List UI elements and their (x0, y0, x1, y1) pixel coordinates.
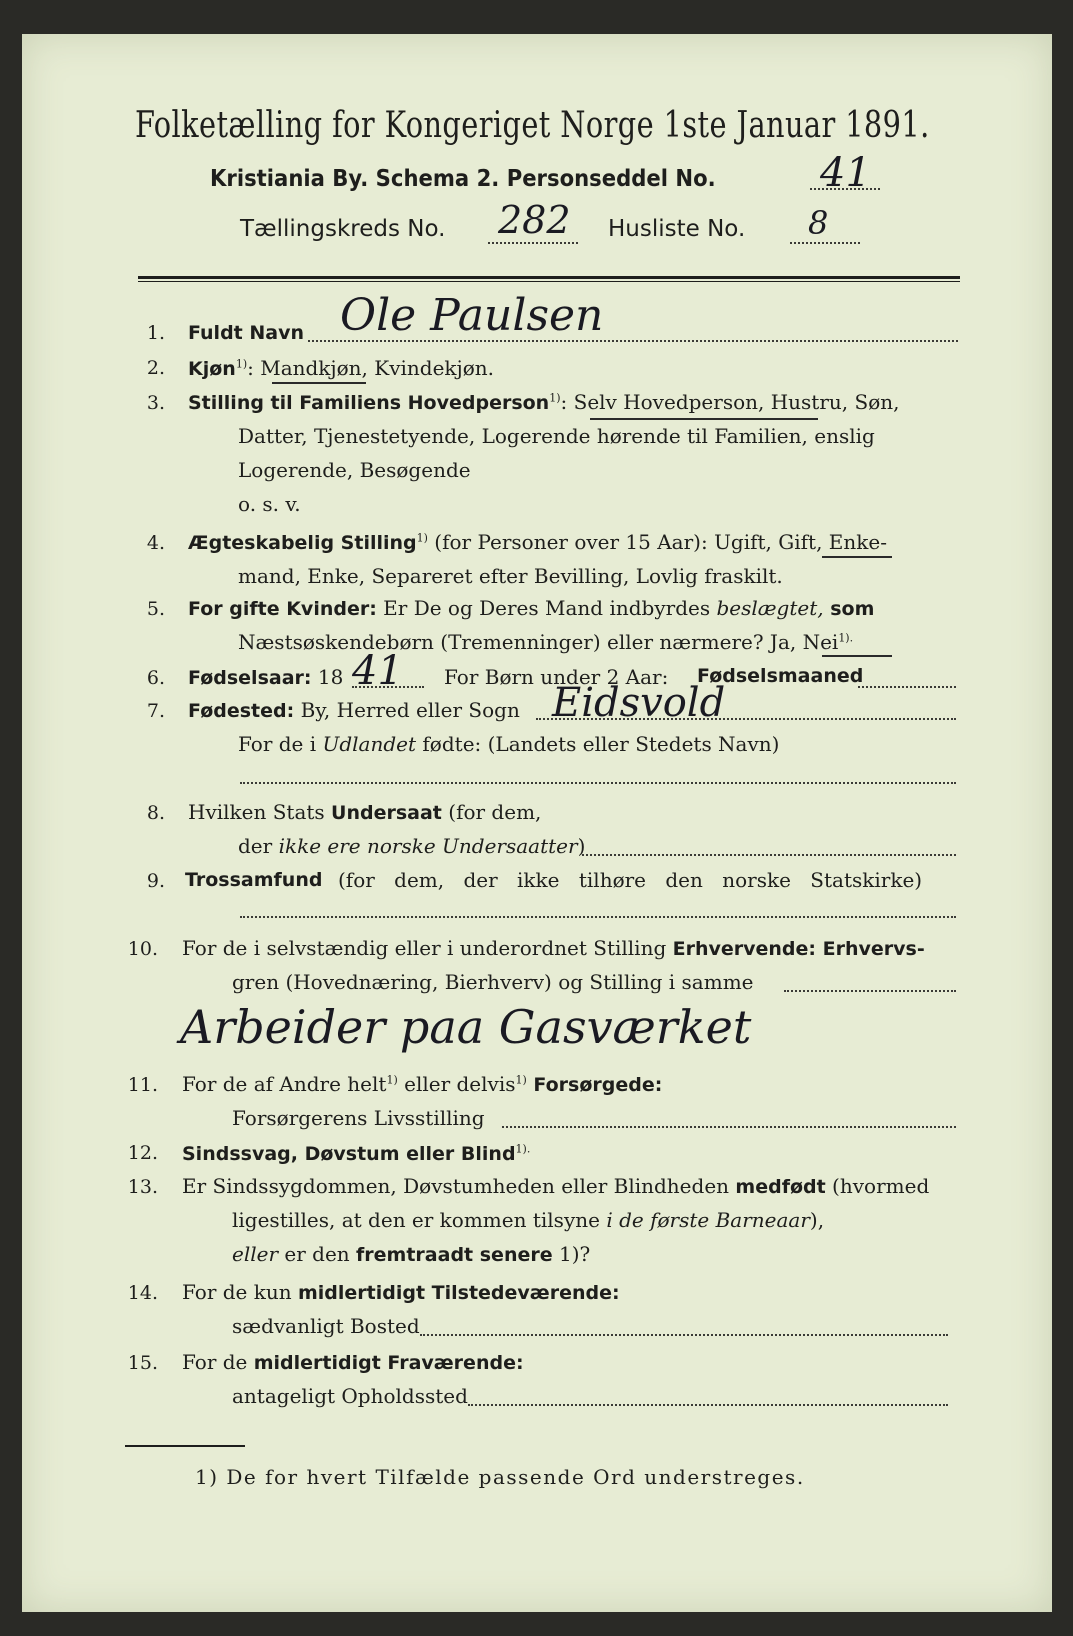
q7-line2-a: For de i (238, 732, 323, 756)
q13-line1-a: Er Sindssygdommen, Døvstumheden eller Blindheden (182, 1174, 736, 1198)
q14-line1-b: midlertidigt Tilstedeværende: (297, 1282, 620, 1304)
q5-text-b: beslægtet, (716, 596, 824, 620)
q1-number: 1. (146, 322, 165, 344)
q11-sup2: 1) (515, 1073, 527, 1087)
q15-number: 15. (127, 1352, 158, 1374)
q4-underline-gift (822, 556, 892, 558)
q10-answer: Arbeider paa Gasværket (180, 1000, 752, 1054)
q15-line1-a: For de (182, 1350, 254, 1374)
q8-number: 8. (146, 802, 165, 824)
q10-line1-b: Erhvervende: (672, 938, 817, 960)
q13-line1 (182, 1174, 929, 1198)
q15-line2: antageligt Opholdssted (232, 1384, 468, 1408)
q6-prefix: 18 (311, 665, 344, 689)
q3-sup: 1) (549, 391, 561, 405)
q4-line1 (188, 530, 887, 554)
q8-line1-a: Hvilken Stats (188, 800, 332, 824)
schema-line: Kristiania By. Schema 2. Personseddel No. (210, 166, 716, 192)
q13-line1-c: (hvormed (825, 1174, 930, 1198)
q13-line2 (232, 1208, 824, 1232)
q1-dots (308, 340, 958, 342)
q11-line1-b: eller delvis (397, 1072, 516, 1096)
q11-sup1: 1) (386, 1073, 398, 1087)
q3-options: : Selv Hovedperson, Hustru, Søn, (560, 390, 900, 414)
q2-sup: 1) (235, 357, 248, 371)
q13-line3-b: er den (278, 1242, 357, 1266)
q4-line2: mand, Enke, Separeret efter Bevilling, Lovlig fraskilt. (238, 564, 783, 588)
q14-line1 (182, 1280, 620, 1304)
q15-line1 (182, 1350, 524, 1374)
footnote: 1) De for hvert Tilfælde passende Ord understreges. (195, 1465, 805, 1489)
q7-line2-c: fødte: (Landets eller Stedets Navn) (416, 732, 780, 756)
q13-line3 (232, 1242, 590, 1266)
q9-number: 9. (146, 870, 165, 892)
q3-line1 (188, 390, 899, 414)
q11-line1 (182, 1072, 662, 1096)
q14-line1-a: For de kun (182, 1280, 298, 1304)
q15-line1-b: midlertidigt Fraværende: (253, 1352, 524, 1374)
q14-dots (420, 1334, 948, 1336)
q2-underline-mandkjon (272, 382, 366, 384)
q10-line1 (182, 936, 925, 960)
header-rule (138, 276, 960, 282)
q10-line1-a: For de i selvstændig eller i underordnet Stilling (182, 936, 673, 960)
husliste-label: Husliste No. (608, 216, 746, 242)
q3-line3: Logerende, Besøgende (238, 458, 471, 482)
q6-label2: Fødselsmaaned (697, 665, 864, 687)
q9-text: (for dem, der ikke tilhøre den norske Statskirke) (338, 868, 923, 892)
q5-number: 5. (146, 598, 165, 620)
q10-line2: gren (Hovednæring, Bierhverv) og Stilling i samme (232, 970, 754, 994)
q12-number: 12. (127, 1142, 158, 1164)
q5-label: For gifte Kvinder: (188, 598, 377, 620)
q4-label: Ægteskabelig Stilling (188, 532, 417, 554)
q12-line (182, 1141, 530, 1165)
q3-underline-selv (590, 418, 818, 420)
q9-dots (240, 916, 956, 918)
q15-dots (468, 1404, 948, 1406)
q9-label: Trossamfund (185, 869, 323, 891)
q8-dots (582, 854, 956, 856)
q2-label: Kjøn (188, 358, 236, 380)
q6-line (188, 665, 343, 689)
kreds-number: 282 (498, 198, 571, 242)
q2-number: 2. (146, 357, 165, 379)
q8-line1-c: (for dem, (441, 800, 542, 824)
q3-line4: o. s. v. (238, 492, 301, 516)
husliste-number: 8 (808, 204, 829, 242)
q14-number: 14. (127, 1282, 158, 1304)
q6-label: Fødselsaar: (188, 667, 312, 689)
q13-line3-d: 1)? (552, 1242, 591, 1266)
kreds-dots (488, 242, 578, 244)
q2-options: : Mandkjøn, Kvindekjøn. (247, 356, 495, 380)
q13-line2-b: i de første Barneaar (606, 1208, 810, 1232)
personseddel-dots (810, 188, 880, 190)
q8-line2-b: ikke ere norske Undersaatter (278, 834, 578, 858)
q4-number: 4. (146, 532, 165, 554)
husliste-dots (790, 242, 860, 244)
q5-sup: 1). (838, 631, 854, 645)
q5-text-a: Er De og Deres Mand indbyrdes (376, 596, 717, 620)
q4-options: (for Personer over 15 Aar): Ugift, Gift, Enke- (427, 530, 887, 554)
q11-number: 11. (127, 1074, 158, 1096)
q12-label: Sindssvag, Døvstum eller Blind (182, 1143, 516, 1165)
q7-line1 (188, 698, 520, 722)
q14-line2: sædvanligt Bosted (232, 1314, 420, 1338)
q10-number: 10. (127, 938, 158, 960)
q1-label: Fuldt Navn (188, 322, 305, 344)
q11-dots (502, 1126, 956, 1128)
q4-sup: 1) (416, 531, 428, 545)
q8-line2 (238, 834, 585, 858)
q8-line2-a: der (238, 834, 279, 858)
q7-line2 (238, 732, 779, 756)
q5-text-c: som (823, 598, 875, 620)
q6-dots-year (352, 686, 424, 688)
q6-dots-month (858, 686, 956, 688)
q7-dots (536, 718, 956, 720)
q12-sup: 1). (515, 1142, 531, 1156)
q8-line2-c: ) (577, 834, 586, 858)
q7-answer: Eidsvold (552, 680, 726, 726)
footnote-rule (125, 1445, 245, 1447)
q5-line2 (238, 630, 853, 654)
q11-line1-a: For de af Andre helt (182, 1072, 387, 1096)
q3-label: Stilling til Familiens Hovedperson (188, 392, 550, 414)
q13-line3-a: eller (232, 1242, 279, 1266)
q10-dots (784, 990, 956, 992)
q5-underline-nei (822, 655, 892, 657)
q11-line1-c: Forsørgede: (526, 1074, 663, 1096)
q5-line1 (188, 596, 874, 620)
q13-line2-a: ligestilles, at den er kommen tilsyne (232, 1208, 607, 1232)
q13-line1-b: medfødt (735, 1176, 826, 1198)
q8-line1 (188, 800, 541, 824)
q7-text: By, Herred eller Sogn (294, 698, 520, 722)
q1-answer: Ole Paulsen (340, 290, 604, 341)
q7-line2-b: Udlandet (322, 732, 417, 756)
q6-number: 6. (146, 667, 165, 689)
q6-answer: 41 (352, 648, 403, 694)
q5-line2-text: Næstsøskendebørn (Tremenninger) eller nærmere? Ja, Nei (238, 630, 839, 654)
q7-label: Fødested: (188, 700, 295, 722)
q7-number: 7. (146, 700, 165, 722)
q13-line3-c: fremtraadt senere (356, 1244, 553, 1266)
q13-number: 13. (127, 1176, 158, 1198)
q3-number: 3. (146, 392, 165, 414)
q3-line2: Datter, Tjenestetyende, Logerende hørende til Familien, enslig (238, 424, 875, 448)
kreds-label: Tællingskreds No. (240, 216, 446, 242)
q10-line1-c: Erhvervs- (816, 938, 925, 960)
form-title: Folketælling for Kongeriget Norge 1ste Januar 1891. (135, 105, 930, 146)
q2-line (188, 356, 494, 380)
q8-line1-b: Undersaat (331, 802, 442, 824)
personseddel-number: 41 (820, 150, 871, 196)
q11-line2: Forsørgerens Livsstilling (232, 1106, 485, 1130)
q13-line2-c: ), (809, 1208, 825, 1232)
q7-dots-abroad (240, 782, 956, 784)
q6-mid: For Børn under 2 Aar: (444, 665, 669, 689)
